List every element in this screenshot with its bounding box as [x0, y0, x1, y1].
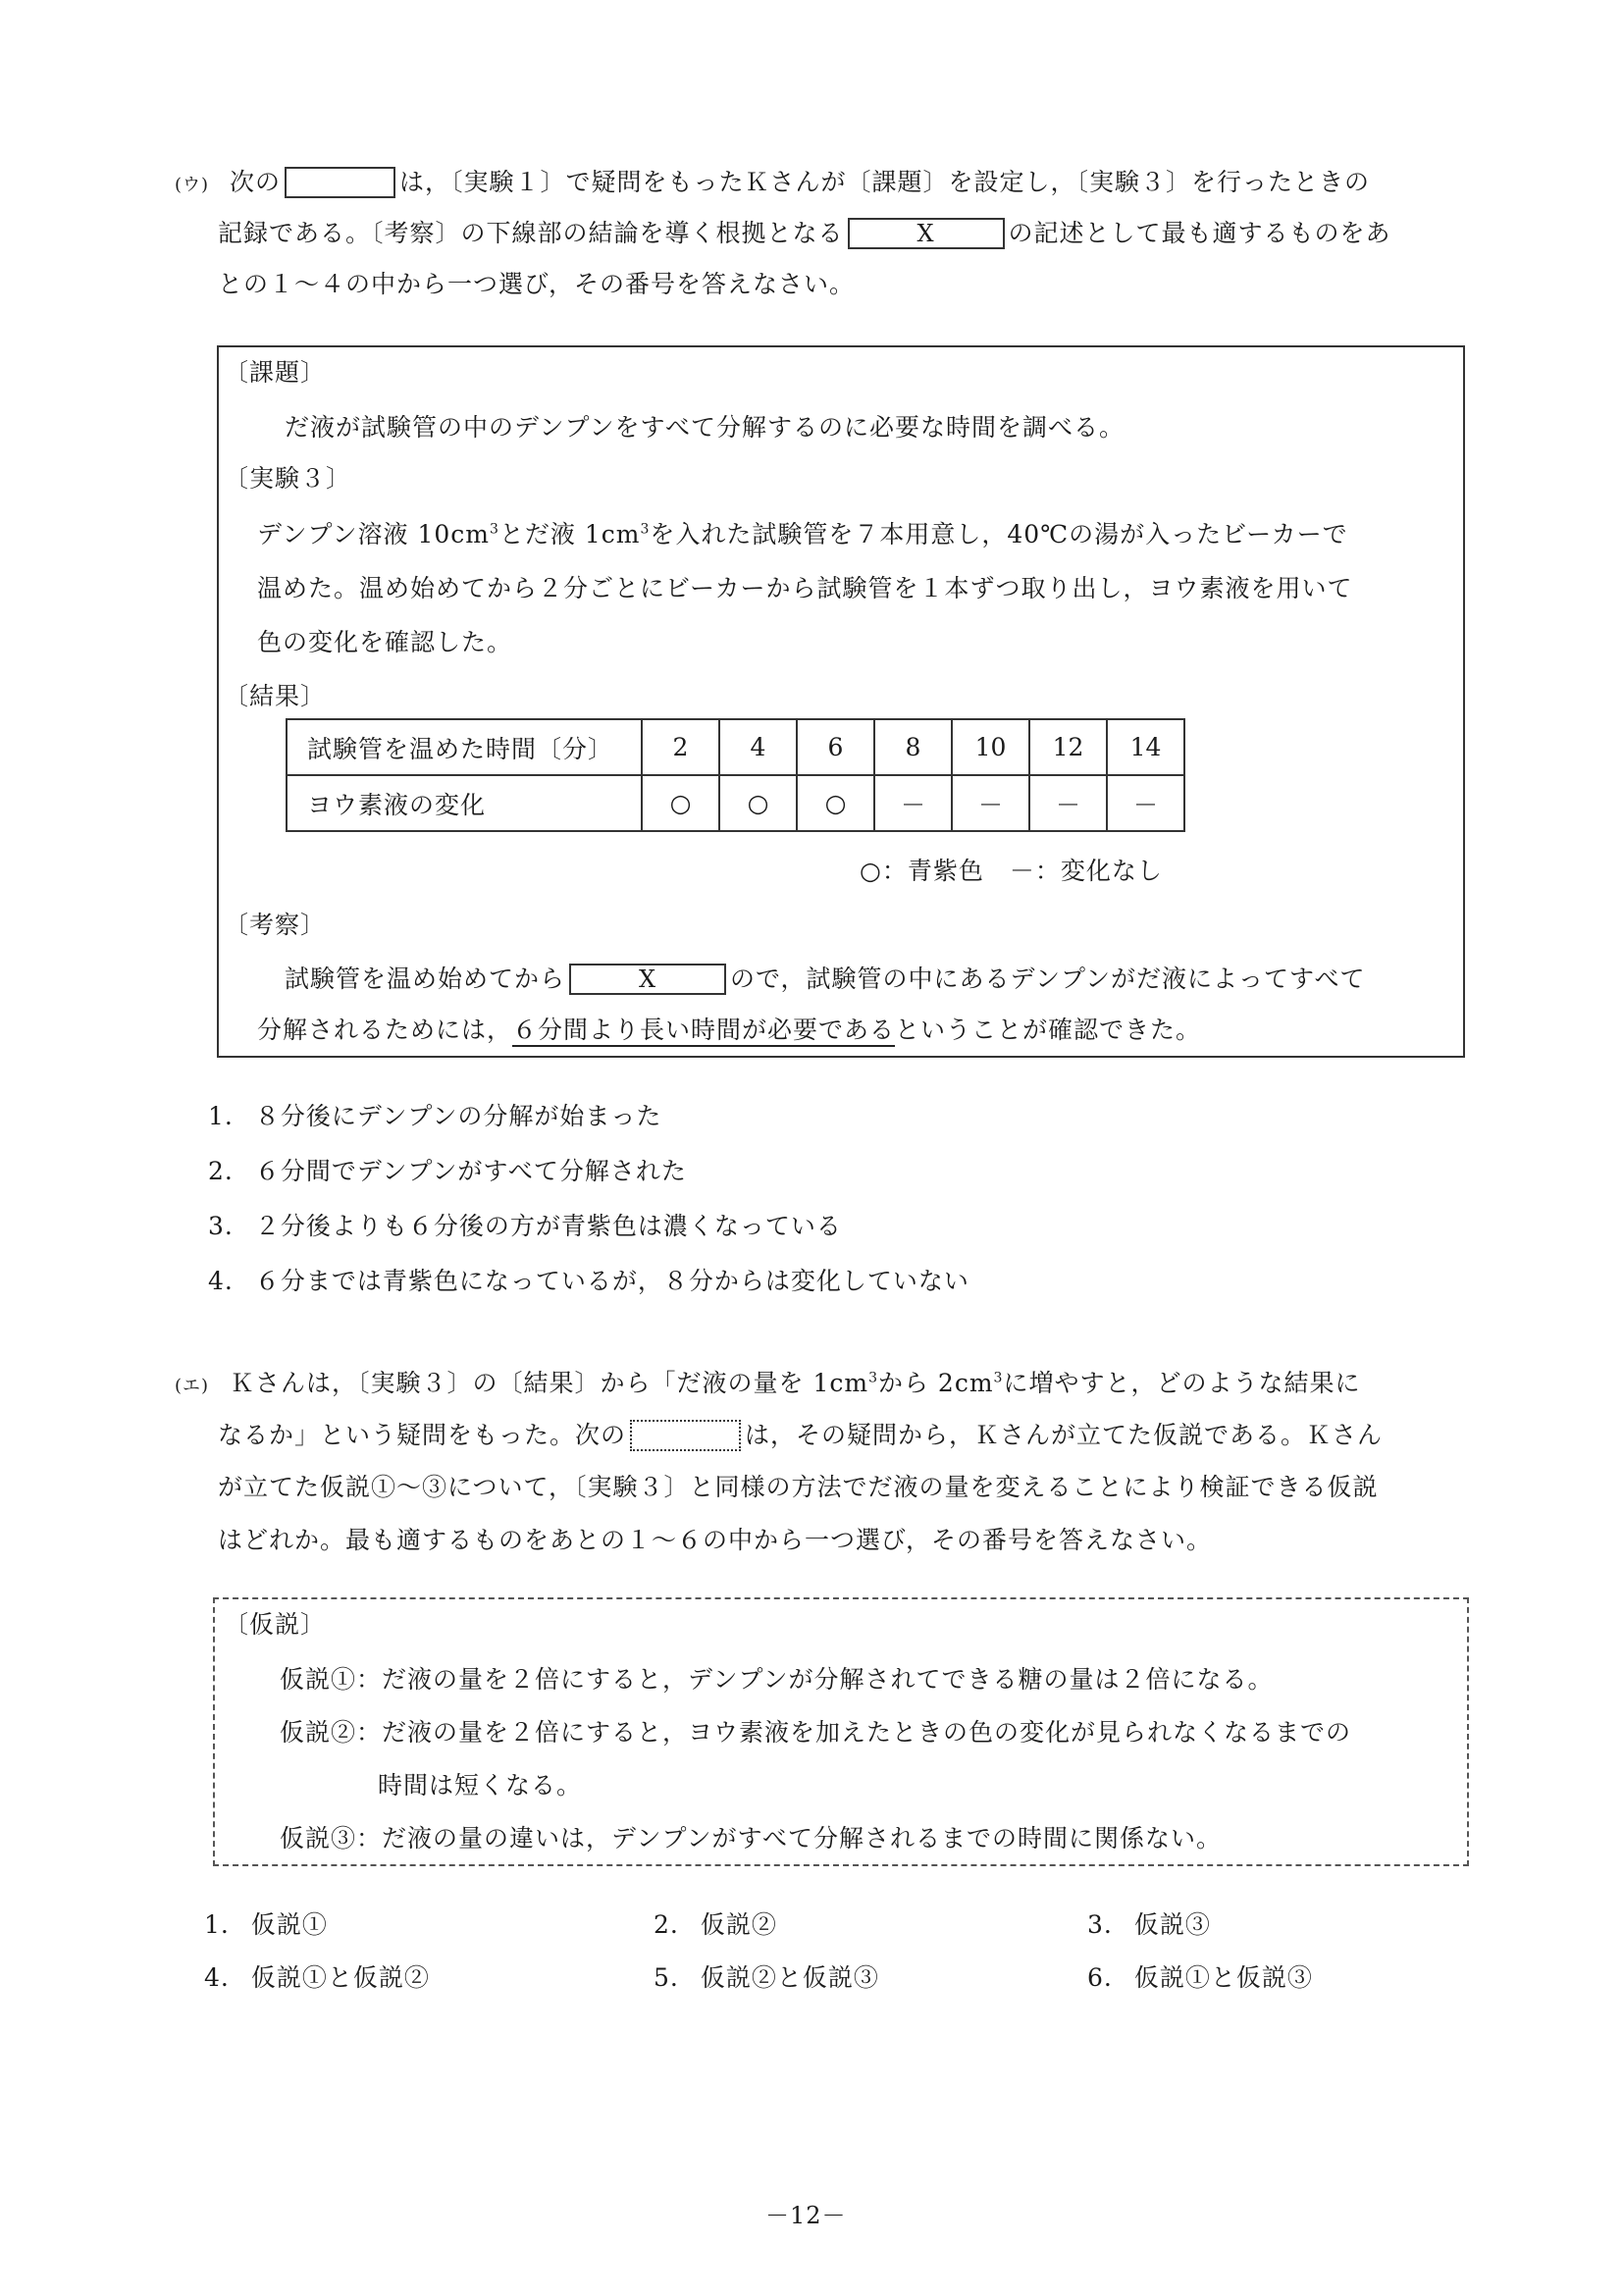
experiment-line1: デンプン溶液 $10cm^3$とだ液 $1cm^3$を入れた試験管を７本用意し，40℃の湯が入ったビーカーで — [257, 520, 1348, 548]
answer-box-x: X — [848, 218, 1005, 249]
table-cell: 4 — [719, 719, 797, 775]
hypothesis-heading: 〔仮説〕 — [224, 1610, 327, 1639]
consideration-line1: 試験管を温め始めてから X ので，試験管の中にあるデンプンがだ液によってすべて — [285, 965, 1366, 993]
choice-item[interactable]: 5. 仮説②と仮説③ — [654, 1963, 879, 1992]
choice-item[interactable]: 1. 仮説① — [204, 1910, 328, 1939]
table-header-iodine: ヨウ素液の変化 — [287, 775, 642, 831]
experiment-heading: 〔実験３〕 — [224, 464, 352, 493]
table-row-iodine — [287, 775, 1184, 831]
blank-box — [285, 167, 395, 198]
question-u-label: (ウ) — [175, 175, 210, 195]
choice-item[interactable]: 3. 仮説③ — [1087, 1910, 1211, 1939]
table-cell: 12 — [1029, 719, 1107, 775]
table-cell: － — [1107, 775, 1184, 831]
question-u-line1: (ウ) 次の は，〔実験１〕で疑問をもったＫさんが〔課題〕を設定し，〔実験３〕を行ったときの — [175, 168, 1371, 196]
hypothesis-1: 仮説①：だ液の量を２倍にすると，デンプンが分解されてできる糖の量は２倍になる。 — [280, 1665, 1274, 1694]
record-frame — [217, 345, 1465, 1058]
task-text: だ液が試験管の中のデンプンをすべて分解するのに必要な時間を調べる。 — [285, 413, 1126, 442]
question-e-label: (エ) — [175, 1376, 210, 1396]
choice-item[interactable]: 2. 仮説② — [654, 1910, 777, 1939]
choice-item[interactable]: 1. ８分後にデンプンの分解が始まった — [208, 1102, 662, 1130]
question-e-line3: が立てた仮説①～③について，〔実験３〕と同様の方法でだ液の量を変えることにより検証できる仮説 — [218, 1473, 1379, 1501]
hypothesis-blank-box — [630, 1420, 741, 1451]
table-cell: 6 — [797, 719, 874, 775]
choice-item[interactable]: 3. ２分後よりも６分後の方が青紫色は濃くなっている — [208, 1212, 842, 1240]
consideration-line2: 分解されるためには，６分間より長い時間が必要であるということが確認できた。 — [257, 1013, 1201, 1048]
table-cell: － — [874, 775, 952, 831]
hypothesis-2: 仮説②：だ液の量を２倍にすると，ヨウ素液を加えたときの色の変化が見られなくなるまでの — [280, 1718, 1352, 1747]
question-u-line2: 記録である。〔考察〕の下線部の結論を導く根拠となる X の記述として最も適するものをあ — [218, 219, 1391, 247]
result-table — [286, 718, 1185, 832]
result-heading: 〔結果〕 — [224, 682, 327, 710]
question-e-line2: なるか」という疑問をもった。次の は，その疑問から，Ｋさんが立てた仮説である。Ｋさん — [218, 1421, 1384, 1449]
choice-item[interactable]: 4. ６分までは青紫色になっているが，８分からは変化していない — [208, 1267, 969, 1295]
choice-item[interactable]: 4. 仮説①と仮説② — [204, 1963, 430, 1992]
table-header-time: 試験管を温めた時間〔分〕 — [287, 719, 642, 775]
table-cell: ○ — [719, 775, 797, 831]
hypothesis-2-cont: 時間は短くなる。 — [378, 1771, 583, 1800]
table-cell: － — [1029, 775, 1107, 831]
table-cell: 2 — [642, 719, 719, 775]
table-cell: － — [952, 775, 1029, 831]
question-u-line3: との１～４の中から一つ選び，その番号を答えなさい。 — [218, 270, 856, 298]
question-e-line4: はどれか。最も適するものをあとの１～６の中から一つ選び，その番号を答えなさい。 — [218, 1526, 1213, 1554]
table-cell: 10 — [952, 719, 1029, 775]
choice-item[interactable]: 2. ６分間でデンプンがすべて分解された — [208, 1157, 687, 1185]
choice-item[interactable]: 6. 仮説①と仮説③ — [1087, 1963, 1313, 1992]
experiment-line2: 温めた。温め始めてから２分ごとにビーカーから試験管を１本ずつ取り出し，ヨウ素液を用いて — [257, 574, 1353, 602]
task-heading: 〔課題〕 — [224, 358, 327, 387]
hypothesis-3: 仮説③：だ液の量の違いは，デンプンがすべて分解されるまでの時間に関係ない。 — [280, 1824, 1223, 1852]
consideration-heading: 〔考察〕 — [224, 911, 327, 939]
page-number: －12－ — [765, 2202, 847, 2229]
table-cell: ○ — [642, 775, 719, 831]
table-cell: ○ — [797, 775, 874, 831]
underlined-conclusion: ６分間より長い時間が必要である — [512, 1016, 895, 1047]
question-e-line1: (エ) Ｋさんは，〔実験３〕の〔結果〕から「だ液の量を $1cm^3$から $2cm^3$に増やすと，どのような結果に — [175, 1369, 1361, 1397]
table-cell: 14 — [1107, 719, 1184, 775]
table-row-time — [287, 719, 1184, 775]
answer-box-x: X — [569, 964, 726, 995]
table-cell: 8 — [874, 719, 952, 775]
result-legend: ○：青紫色 －：変化なし — [860, 857, 1163, 885]
experiment-line3: 色の変化を確認した。 — [257, 628, 513, 656]
